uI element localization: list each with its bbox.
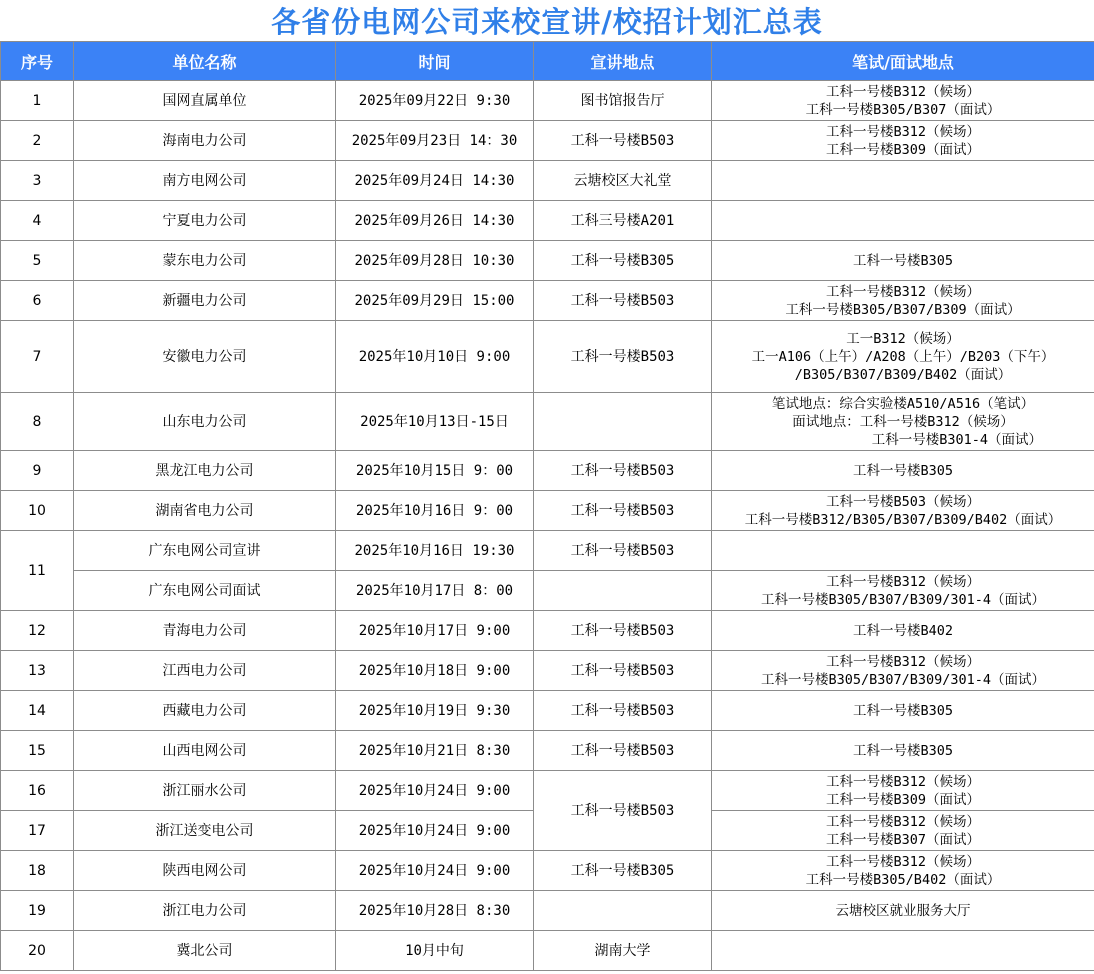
exam-line: 工科一号楼B312（候场）	[825, 813, 980, 830]
exam-line: 工科一号楼B312（候场）	[825, 83, 980, 100]
cell-exam	[712, 931, 1094, 971]
cell-place	[534, 891, 712, 931]
exam-line: 工科一号楼B309（面试）	[825, 791, 980, 808]
cell-time: 2025年10月15日 9：00	[336, 451, 534, 491]
exam-line: 工一A106（上午）/A208（上午）/B203（下午）	[751, 348, 1055, 365]
cell-seq: 5	[1, 241, 74, 281]
exam-line: 工科一号楼B312/B305/B307/B309/B402（面试）	[744, 511, 1062, 528]
cell-place: 工科一号楼B503	[534, 491, 712, 531]
cell-seq: 4	[1, 201, 74, 241]
header-unit: 单位名称	[74, 42, 336, 81]
cell-time: 2025年09月29日 15:00	[336, 281, 534, 321]
cell-place	[534, 571, 712, 611]
header-time: 时间	[336, 42, 534, 81]
cell-time: 2025年10月13日-15日	[336, 393, 534, 451]
exam-line: 工科一号楼B503（候场）	[825, 493, 980, 510]
exam-line: 工科一号楼B309（面试）	[825, 141, 980, 158]
cell-exam	[712, 851, 1094, 891]
exam-line: 工科一号楼B312（候场）	[825, 773, 980, 790]
exam-line: 工科一号楼B312（候场）	[825, 653, 980, 670]
table-row	[1, 81, 1094, 121]
cell-place: 湖南大学	[534, 931, 712, 971]
cell-place	[534, 393, 712, 451]
exam-line: 云塘校区就业服务大厅	[835, 902, 971, 919]
table-row	[1, 321, 1094, 393]
exam-line: 工科一号楼B312（候场）	[825, 853, 980, 870]
cell-exam	[712, 241, 1094, 281]
cell-seq: 6	[1, 281, 74, 321]
cell-time: 2025年10月28日 8:30	[336, 891, 534, 931]
cell-place: 工科一号楼B503	[534, 531, 712, 571]
cell-exam	[712, 531, 1094, 571]
cell-unit: 湖南省电力公司	[74, 491, 336, 531]
cell-seq: 13	[1, 651, 74, 691]
cell-unit: 西藏电力公司	[74, 691, 336, 731]
cell-time: 2025年09月24日 14:30	[336, 161, 534, 201]
cell-seq: 16	[1, 771, 74, 811]
cell-exam	[712, 691, 1094, 731]
cell-seq: 11	[1, 531, 74, 611]
exam-line: 面试地点：工科一号楼B312（候场）	[792, 413, 1014, 430]
table-row	[1, 451, 1094, 491]
exam-line: 工科一号楼B305	[852, 702, 953, 719]
exam-line: 工科一号楼B305/B307/B309/301-4（面试）	[760, 591, 1046, 608]
table-row	[1, 241, 1094, 281]
cell-seq: 9	[1, 451, 74, 491]
cell-exam	[712, 651, 1094, 691]
table-row	[1, 531, 1094, 571]
cell-seq: 2	[1, 121, 74, 161]
header-row	[1, 42, 1094, 81]
cell-place: 工科一号楼B305	[534, 851, 712, 891]
cell-seq: 1	[1, 81, 74, 121]
cell-place: 工科一号楼B305	[534, 241, 712, 281]
cell-time: 2025年10月10日 9:00	[336, 321, 534, 393]
exam-line: 工科一号楼B307（面试）	[825, 831, 980, 848]
cell-exam	[712, 611, 1094, 651]
exam-line: 工科一号楼B305	[852, 252, 953, 269]
cell-unit: 宁夏电力公司	[74, 201, 336, 241]
cell-place: 工科三号楼A201	[534, 201, 712, 241]
cell-place: 工科一号楼B503	[534, 691, 712, 731]
cell-time: 2025年10月21日 8:30	[336, 731, 534, 771]
table-row	[1, 201, 1094, 241]
cell-unit: 江西电力公司	[74, 651, 336, 691]
cell-seq: 7	[1, 321, 74, 393]
exam-line: 工科一号楼B312（候场）	[825, 283, 980, 300]
cell-exam	[712, 393, 1094, 451]
cell-unit: 黑龙江电力公司	[74, 451, 336, 491]
cell-seq: 19	[1, 891, 74, 931]
exam-line: 工科一号楼B301-4（面试）	[871, 431, 1042, 448]
cell-time: 2025年10月16日 19:30	[336, 531, 534, 571]
cell-unit: 安徽电力公司	[74, 321, 336, 393]
cell-time: 2025年10月19日 9:30	[336, 691, 534, 731]
header-seq: 序号	[1, 42, 74, 81]
cell-exam	[712, 771, 1094, 811]
cell-time: 2025年10月18日 9:00	[336, 651, 534, 691]
cell-unit: 南方电网公司	[74, 161, 336, 201]
cell-place: 工科一号楼B503	[534, 321, 712, 393]
table-row	[1, 691, 1094, 731]
table-row	[1, 651, 1094, 691]
cell-unit: 陕西电网公司	[74, 851, 336, 891]
table-row	[1, 771, 1094, 811]
cell-exam	[712, 121, 1094, 161]
table-row	[1, 571, 1094, 611]
cell-exam	[712, 571, 1094, 611]
exam-line: /B305/B307/B309/B402（面试）	[794, 366, 1012, 383]
cell-seq: 15	[1, 731, 74, 771]
exam-line: 工科一号楼B402	[852, 622, 953, 639]
cell-seq: 18	[1, 851, 74, 891]
cell-exam	[712, 731, 1094, 771]
cell-place: 工科一号楼B503	[534, 771, 712, 851]
cell-exam	[712, 321, 1094, 393]
cell-unit: 山西电网公司	[74, 731, 336, 771]
cell-place: 图书馆报告厅	[534, 81, 712, 121]
cell-seq: 8	[1, 393, 74, 451]
cell-time: 2025年10月24日 9:00	[336, 811, 534, 851]
cell-unit: 浙江送变电公司	[74, 811, 336, 851]
table-row	[1, 161, 1094, 201]
table-row	[1, 891, 1094, 931]
cell-unit: 海南电力公司	[74, 121, 336, 161]
header-place: 宣讲地点	[534, 42, 712, 81]
cell-unit: 冀北公司	[74, 931, 336, 971]
exam-line: 工科一号楼B305/B402（面试）	[805, 871, 1001, 888]
cell-place: 工科一号楼B503	[534, 731, 712, 771]
table-row	[1, 931, 1094, 971]
exam-line: 工科一号楼B305/B307/B309（面试）	[785, 301, 1021, 318]
cell-unit: 新疆电力公司	[74, 281, 336, 321]
cell-seq: 10	[1, 491, 74, 531]
cell-exam	[712, 161, 1094, 201]
exam-line: 工科一号楼B305	[852, 742, 953, 759]
cell-unit: 浙江电力公司	[74, 891, 336, 931]
cell-seq: 17	[1, 811, 74, 851]
cell-exam	[712, 81, 1094, 121]
cell-exam	[712, 201, 1094, 241]
cell-exam	[712, 491, 1094, 531]
cell-exam	[712, 811, 1094, 851]
cell-place: 工科一号楼B503	[534, 281, 712, 321]
cell-time: 2025年10月16日 9：00	[336, 491, 534, 531]
cell-unit: 国网直属单位	[74, 81, 336, 121]
cell-time: 2025年10月24日 9:00	[336, 851, 534, 891]
cell-seq: 14	[1, 691, 74, 731]
exam-line: 工科一号楼B312（候场）	[825, 573, 980, 590]
cell-place: 工科一号楼B503	[534, 651, 712, 691]
cell-unit: 广东电网公司面试	[74, 571, 336, 611]
cell-time: 2025年09月28日 10:30	[336, 241, 534, 281]
cell-place: 工科一号楼B503	[534, 611, 712, 651]
table-row	[1, 731, 1094, 771]
cell-unit: 广东电网公司宣讲	[74, 531, 336, 571]
cell-place: 工科一号楼B503	[534, 121, 712, 161]
cell-place: 云塘校区大礼堂	[534, 161, 712, 201]
cell-exam	[712, 451, 1094, 491]
exam-line: 工科一号楼B305/B307/B309/301-4（面试）	[760, 671, 1046, 688]
cell-exam	[712, 281, 1094, 321]
cell-unit: 山东电力公司	[74, 393, 336, 451]
exam-line: 工科一号楼B312（候场）	[825, 123, 980, 140]
cell-time: 2025年09月23日 14：30	[336, 121, 534, 161]
table-row	[1, 611, 1094, 651]
cell-unit: 浙江丽水公司	[74, 771, 336, 811]
cell-time: 2025年09月22日 9:30	[336, 81, 534, 121]
cell-seq: 3	[1, 161, 74, 201]
exam-line: 工一B312（候场）	[846, 330, 960, 347]
cell-seq: 12	[1, 611, 74, 651]
page-title: 各省份电网公司来校宣讲/校招计划汇总表	[271, 5, 823, 39]
cell-place: 工科一号楼B503	[534, 451, 712, 491]
cell-unit: 青海电力公司	[74, 611, 336, 651]
cell-unit: 蒙东电力公司	[74, 241, 336, 281]
table-row	[1, 281, 1094, 321]
exam-line: 工科一号楼B305/B307（面试）	[805, 101, 1001, 118]
cell-exam	[712, 891, 1094, 931]
cell-seq: 20	[1, 931, 74, 971]
table-row	[1, 851, 1094, 891]
exam-line: 工科一号楼B305	[852, 462, 953, 479]
schedule-table	[0, 41, 1094, 971]
exam-line: 笔试地点：综合实验楼A510/A516（笔试）	[771, 395, 1035, 412]
table-row	[1, 393, 1094, 451]
cell-time: 2025年09月26日 14:30	[336, 201, 534, 241]
table-row	[1, 121, 1094, 161]
cell-time: 2025年10月17日 9:00	[336, 611, 534, 651]
cell-time: 2025年10月17日 8：00	[336, 571, 534, 611]
table-row	[1, 491, 1094, 531]
cell-time: 2025年10月24日 9:00	[336, 771, 534, 811]
header-exam: 笔试/面试地点	[712, 42, 1094, 81]
cell-time: 10月中旬	[336, 931, 534, 971]
